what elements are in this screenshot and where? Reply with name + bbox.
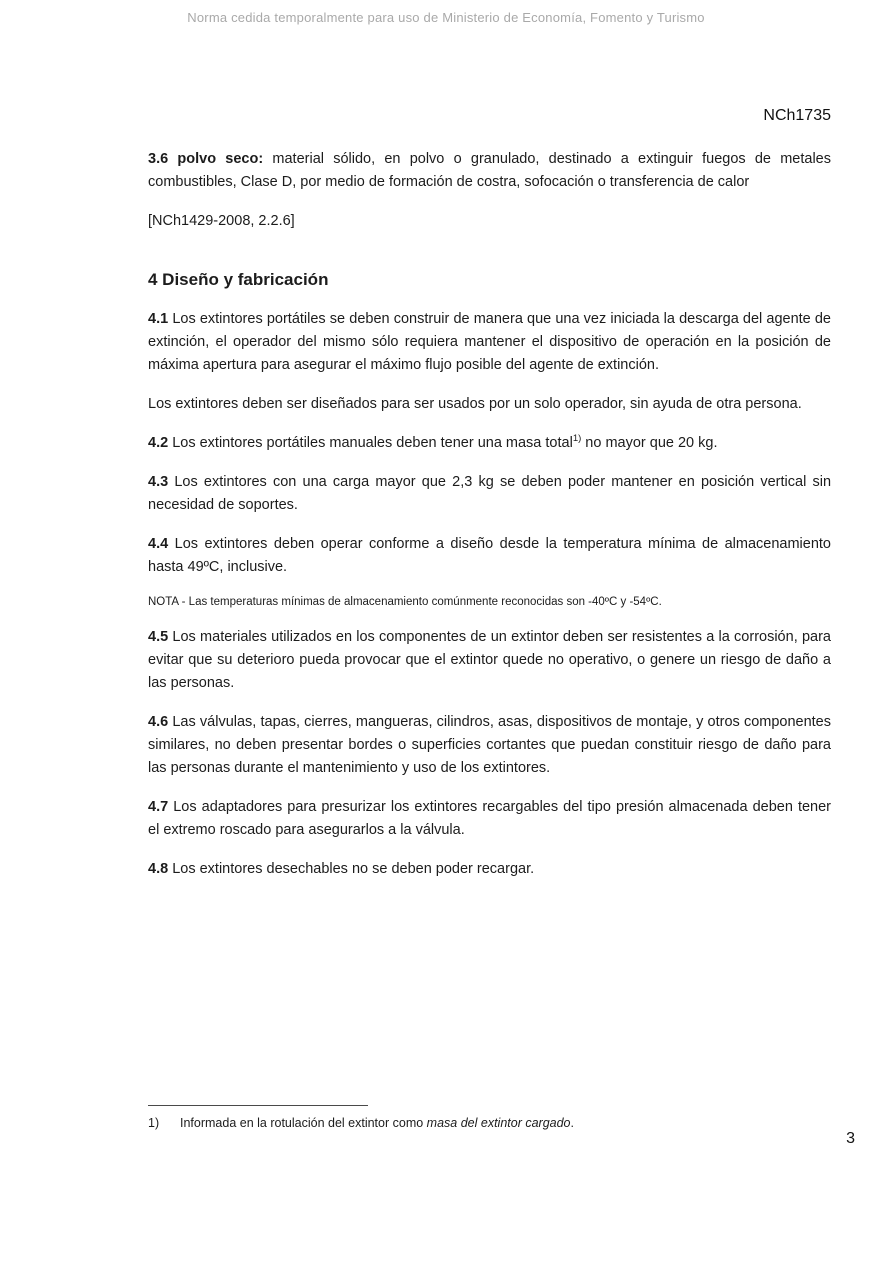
footnote-area	[148, 1105, 831, 1131]
footnote-1-text-lead: Informada en la rotulación del extintor como	[180, 1116, 427, 1130]
clause-4-6-number: 4.6	[148, 714, 169, 730]
clause-4-2-text-tail: no mayor que 20 kg.	[585, 435, 718, 451]
clause-4-1-number: 4.1	[148, 311, 169, 327]
clause-4-6	[148, 711, 831, 780]
footnote-divider	[148, 1105, 368, 1106]
footnote-reference-marker: 1)	[572, 433, 582, 445]
clause-4-1	[148, 308, 831, 377]
normative-reference: [NCh1429-2008, 2.2.6]	[148, 213, 295, 229]
clause-4-2-number: 4.2	[148, 435, 169, 451]
clause-4-3-text: Los extintores con una carga mayor que 2,3 kg se deben poder mantener en posición vertical sin necesidad de soportes.	[148, 474, 832, 513]
clause-4-7-text: Los adaptadores para presurizar los extintores recargables del tipo presión almacenada deben tener el extremo roscado para asegurarlos a la válvula.	[148, 799, 831, 838]
definition-paragraph-3-6	[148, 148, 831, 194]
clause-4-4-text: Los extintores deben operar conforme a diseño desde la temperatura mínima de almacenamiento hasta 49ºC, inclusive.	[148, 536, 831, 575]
section-heading-4: 4 Diseño y fabricación	[148, 270, 329, 289]
document-body	[148, 148, 831, 897]
clause-4-8-text: Los extintores desechables no se deben poder recargar.	[172, 861, 535, 877]
clause-4-6-text: Las válvulas, tapas, cierres, mangueras, cilindros, asas, dispositivos de montaje, y otros componentes similares, no deben presentar bordes o superficies cortantes que puedan constituir riesgo de daño para las personas durante el mantenimiento y uso de los extintores.	[148, 714, 831, 776]
clause-4-8-number: 4.8	[148, 861, 169, 877]
clause-4-2-text-lead: Los extintores portátiles manuales deben tener una masa total	[172, 435, 573, 451]
clause-4-7-number: 4.7	[148, 799, 169, 815]
footnote-1-text-emphasis: masa del extintor cargado	[426, 1116, 571, 1130]
clause-4-4	[148, 533, 831, 579]
clause-4-3	[148, 471, 831, 517]
clause-4-2	[148, 432, 831, 455]
footnote-1-marker: 1)	[148, 1116, 160, 1130]
document-code-header: NCh1735	[763, 107, 831, 124]
clause-4-3-number: 4.3	[148, 474, 169, 490]
clause-4-1-continuation: Los extintores deben ser diseñados para ser usados por un solo operador, sin ayuda de otra persona.	[148, 396, 802, 412]
clause-4-1-text: Los extintores portátiles se deben construir de manera que una vez iniciada la descarga del agente de extinción, el operador del mismo sólo requiera mantener el dispositivo de operación en la posición de máxima apertura para asegurar el máximo flujo posible del agente de extinción.	[148, 311, 831, 373]
clause-4-5	[148, 626, 831, 695]
clause-4-4-number: 4.4	[148, 536, 169, 552]
clause-4-8	[148, 858, 831, 881]
clause-4-5-number: 4.5	[148, 629, 169, 645]
definition-term-label: 3.6 polvo seco:	[148, 151, 264, 167]
note-paragraph: NOTA - Las temperaturas mínimas de almacenamiento comúnmente reconocidas son -40ºC y -54ºC.	[148, 596, 662, 608]
footnote-1-text-suffix: .	[570, 1116, 574, 1130]
footnote-1-text	[180, 1115, 574, 1131]
page-number: 3	[846, 1130, 855, 1147]
footnote-1	[148, 1115, 831, 1131]
clause-4-5-text: Los materiales utilizados en los componentes de un extintor deben ser resistentes a la corrosión, para evitar que su deterioro pueda provocar que el extintor quede no operativo, o genere un riesgo de daño a las personas.	[148, 629, 831, 691]
clause-4-7	[148, 796, 831, 842]
license-watermark: Norma cedida temporalmente para uso de Ministerio de Economía, Fomento y Turismo	[187, 10, 705, 25]
definition-text: material sólido, en polvo o granulado, destinado a extinguir fuegos de metales combustibles, Clase D, por medio de formación de costra, sofocación o transferencia de calor	[148, 151, 831, 190]
